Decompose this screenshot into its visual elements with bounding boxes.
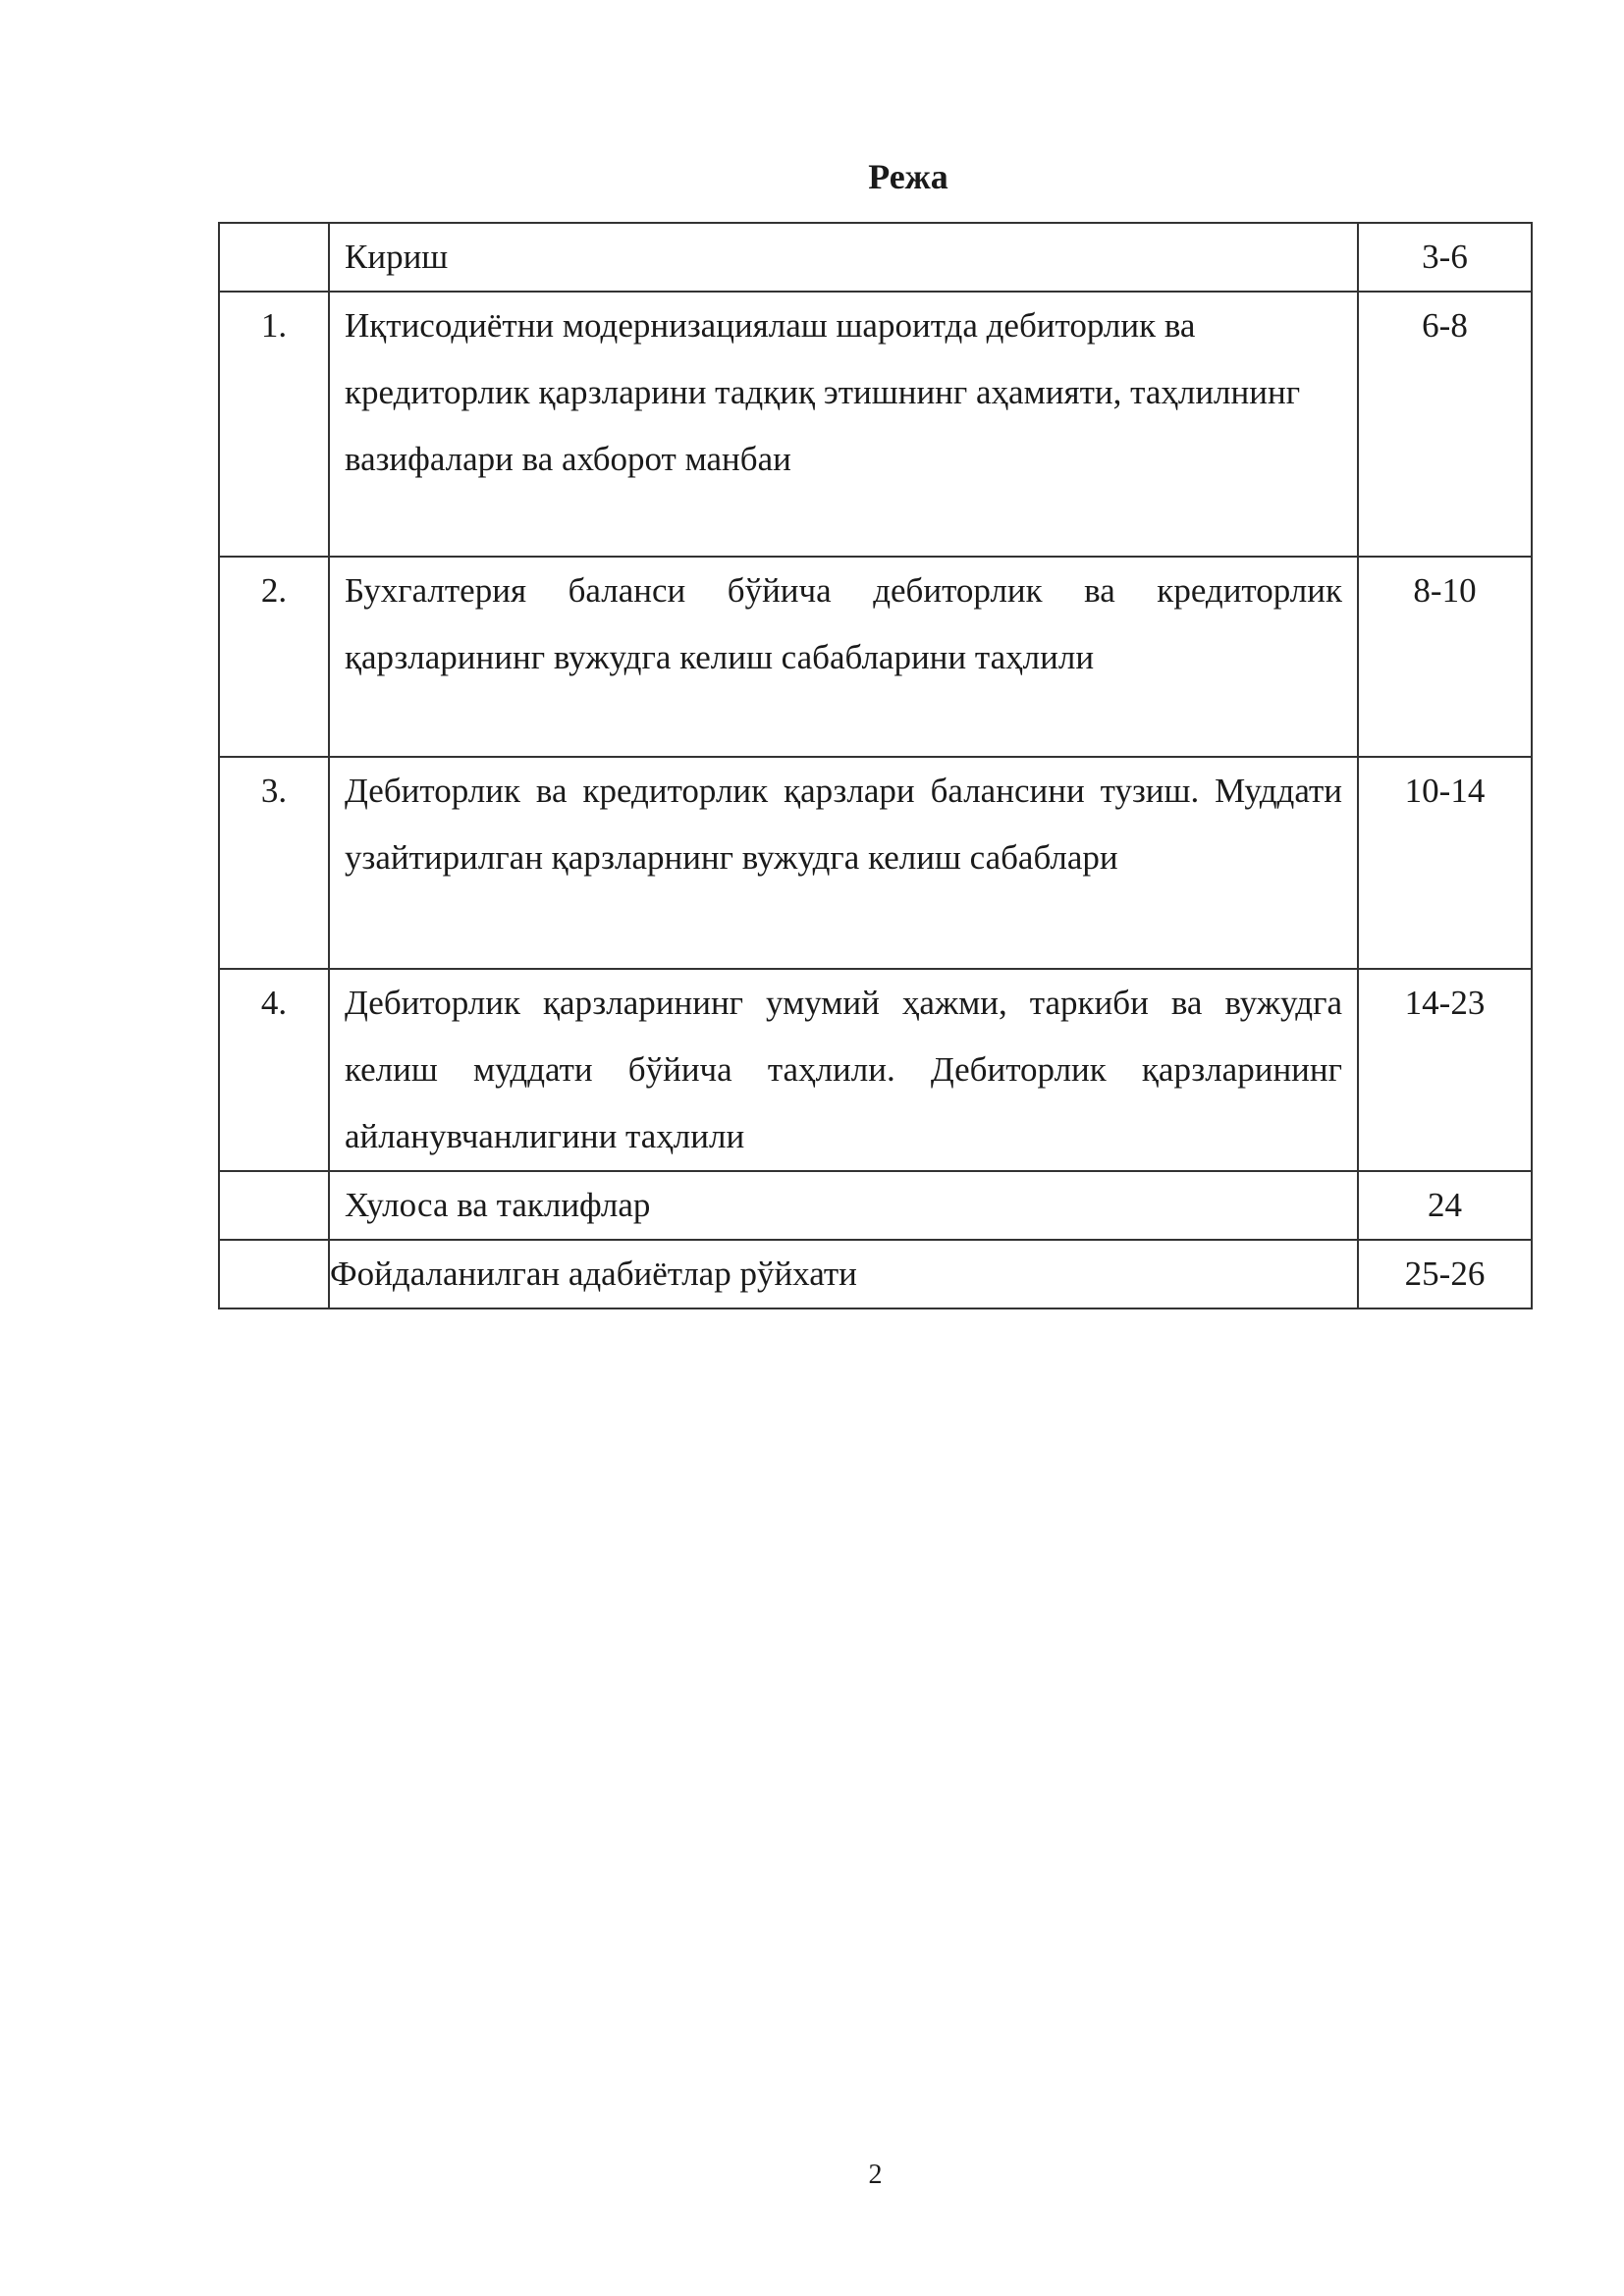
toc-title: Иқтисодиётни модернизациялаш шароитда дебиторлик ва кредиторлик қарзларини тадқиқ этишнинг аҳамияти, таҳлилнинг вазифалари ва ахборот манбаи [329,292,1358,557]
toc-title: Дебиторлик ва кредиторлик қарзлари балансини тузиш. Муддати узайтирилган қарзларнинг вужудга келиш сабаблари [329,757,1358,969]
toc-number: 4. [219,969,329,1171]
toc-title: Хулоса ва таклифлар [329,1171,1358,1240]
toc-title: Бухгалтерия баланси бўйича дебиторлик ва кредиторлик қарзларининг вужудга келиш сабабларини таҳлили [329,557,1358,757]
toc-title: Фойдаланилган адабиётлар рўйхати [329,1240,1358,1308]
toc-pages: 10-14 [1358,757,1532,969]
toc-row [219,1240,1532,1308]
toc-number: 3. [219,757,329,969]
toc-number: 1. [219,292,329,557]
toc-row [219,1171,1532,1240]
toc-pages: 6-8 [1358,292,1532,557]
toc-number [219,1240,329,1308]
toc-title: Дебиторлик қарзларининг умумий ҳажми, таркиби ва вужудга келиш муддати бўйича таҳлили. Дебиторлик қарзларининг айланувчанлигини таҳлили [329,969,1358,1171]
toc-row [219,557,1532,757]
toc-pages: 3-6 [1358,223,1532,292]
toc-pages: 24 [1358,1171,1532,1240]
toc-title: Кириш [329,223,1358,292]
toc-row [219,223,1532,292]
toc-number: 2. [219,557,329,757]
table-of-contents [218,222,1533,1309]
toc-row [219,757,1532,969]
toc-pages: 8-10 [1358,557,1532,757]
toc-pages: 14-23 [1358,969,1532,1171]
page-number: 2 [868,2160,883,2190]
toc-row [219,292,1532,557]
toc-number [219,223,329,292]
toc-pages: 25-26 [1358,1240,1532,1308]
toc-row [219,969,1532,1171]
toc-number [219,1171,329,1240]
page-title: Режа [868,157,948,196]
